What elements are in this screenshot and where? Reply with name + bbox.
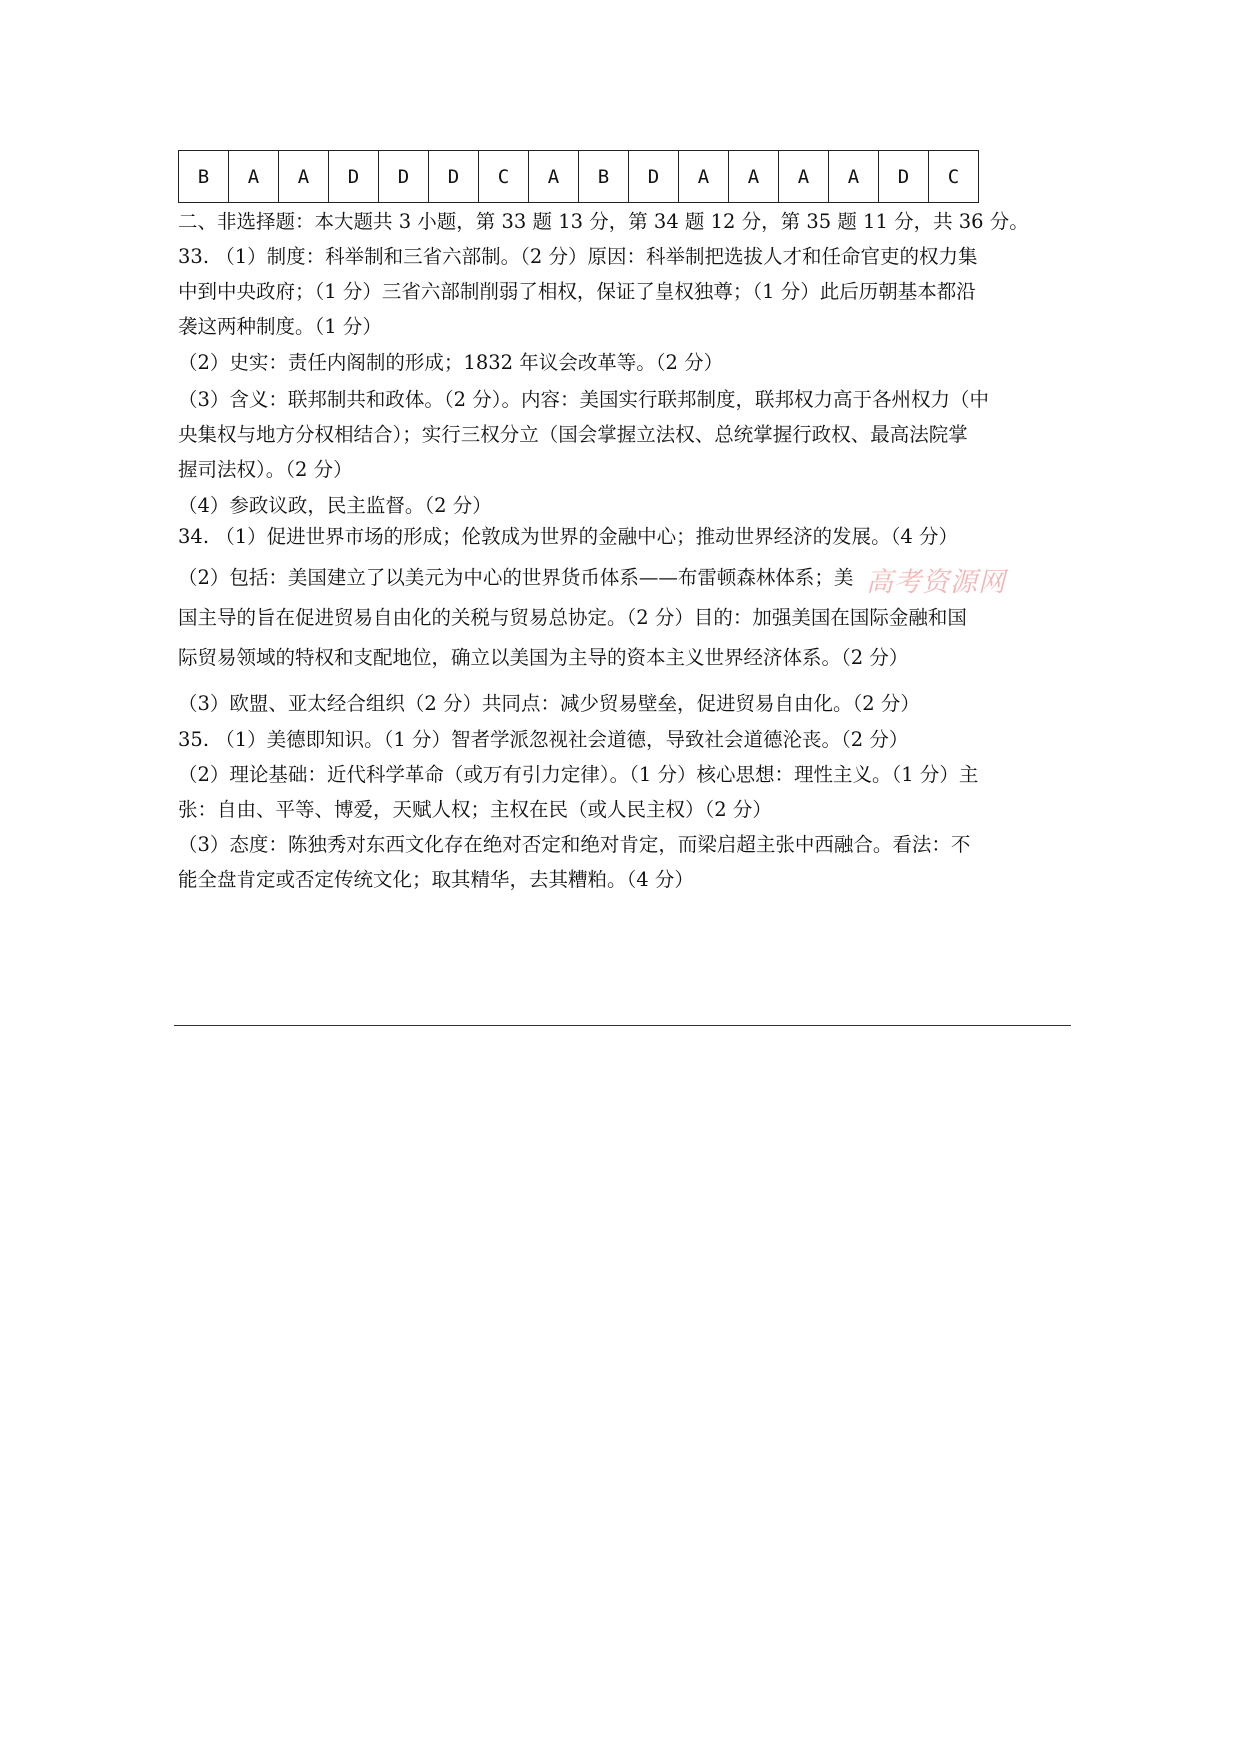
answer-cell: D: [429, 151, 479, 203]
footer-divider: [174, 1025, 1071, 1026]
answer-cell: D: [879, 151, 929, 203]
answer-cell: B: [179, 151, 229, 203]
multiple-choice-answer-table: [178, 150, 979, 203]
answer-cell: B: [579, 151, 629, 203]
answer-33-line-1: 33. （1）制度：科举制和三省六部制。（2 分）原因：科举制把选拔人才和任命官吏的权力集: [178, 245, 978, 268]
answer-35-part-1: 35. （1）美德即知识。（1 分）智者学派忽视社会道德，导致社会道德沦丧。（2 分）: [178, 728, 909, 751]
answer-35-part-3-line-1: （3）态度：陈独秀对东西文化存在绝对否定和绝对肯定，而梁启超主张中西融合。看法：不: [178, 833, 971, 856]
answer-row: [179, 151, 979, 203]
answer-33-part-2: （2）史实：责任内阁制的形成；1832 年议会改革等。（2 分）: [178, 351, 724, 374]
answer-34-part-1: 34. （1）促进世界市场的形成；伦敦成为世界的金融中心；推动世界经济的发展。（4 分）: [178, 525, 958, 548]
answer-cell: A: [779, 151, 829, 203]
answer-35-part-2-line-1: （2）理论基础：近代科学革命（或万有引力定律）。（1 分）核心思想：理性主义。（1 分）主: [178, 763, 979, 786]
answer-cell: A: [679, 151, 729, 203]
answer-34-part-2-line-2: 国主导的旨在促进贸易自由化的关税与贸易总协定。（2 分）目的：加强美国在国际金融和国: [178, 606, 967, 629]
answer-cell: A: [729, 151, 779, 203]
answer-33-part-4: （4）参政议政，民主监督。（2 分）: [178, 494, 492, 517]
answer-cell: C: [479, 151, 529, 203]
answer-35-part-3-line-2: 能全盘肯定或否定传统文化；取其精华，去其糟粕。（4 分）: [178, 868, 694, 891]
answer-cell: A: [229, 151, 279, 203]
answer-33-part-3-line-2: 央集权与地方分权相结合）；实行三权分立（国会掌握立法权、总统掌握行政权、最高法院掌: [178, 423, 968, 446]
answer-cell: D: [629, 151, 679, 203]
watermark-stamp: 高考资源网: [866, 567, 1006, 598]
answer-cell: A: [829, 151, 879, 203]
answer-cell: D: [379, 151, 429, 203]
answer-35-part-2-line-2: 张：自由、平等、博爱，天赋人权；主权在民（或人民主权）（2 分）: [178, 798, 772, 821]
answer-cell: A: [279, 151, 329, 203]
answer-33-line-2: 中到中央政府；（1 分）三省六部制削弱了相权，保证了皇权独尊；（1 分）此后历朝基本都沿: [178, 280, 976, 303]
answer-33-part-3-line-1: （3）含义：联邦制共和政体。（2 分）。内容：美国实行联邦制度，联邦权力高于各州权力（中: [178, 388, 990, 411]
answer-cell: A: [529, 151, 579, 203]
section-heading: 二、非选择题：本大题共 3 小题，第 33 题 13 分，第 34 题 12 分，第 35 题 11 分，共 36 分。: [178, 210, 1029, 233]
answer-34-part-2-line-3: 际贸易领域的特权和支配地位，确立以美国为主导的资本主义世界经济体系。（2 分）: [178, 646, 909, 669]
answer-34-part-2-line-1: （2）包括：美国建立了以美元为中心的世界货币体系——布雷顿森林体系；美: [178, 566, 854, 589]
answer-cell: C: [929, 151, 979, 203]
answer-34-part-3: （3）欧盟、亚太经合组织（2 分）共同点：减少贸易壁垒，促进贸易自由化。（2 分）: [178, 692, 920, 715]
answer-33-line-3: 袭这两种制度。（1 分）: [178, 315, 382, 338]
answer-33-part-3-line-3: 握司法权）。（2 分）: [178, 458, 353, 481]
answer-cell: D: [329, 151, 379, 203]
